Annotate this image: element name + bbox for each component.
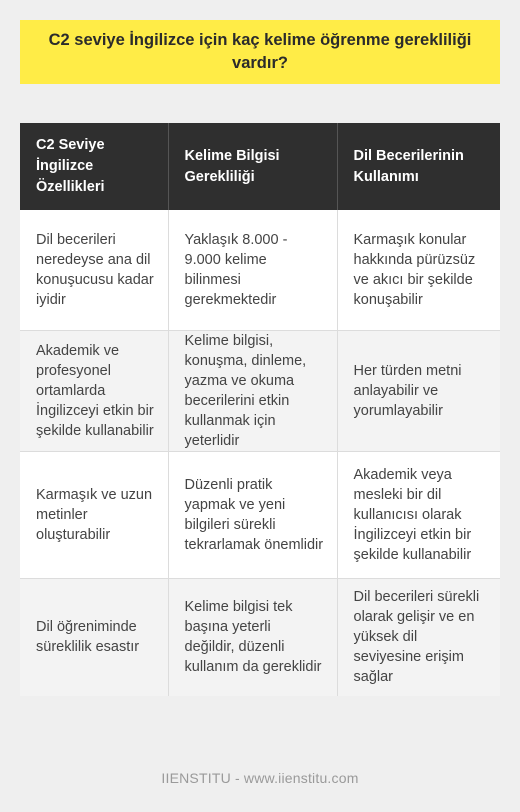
site-footer: IIENSTITU - www.iienstitu.com	[161, 770, 359, 786]
table-cell-vocabulary: Kelime bilgisi, konuşma, dinleme, yazma ve okuma becerilerini etkin kullanmak için yeterlidir	[168, 330, 337, 451]
table-row	[20, 330, 500, 451]
table-cell-features: Karmaşık ve uzun metinler oluşturabilir	[20, 451, 168, 578]
table-cell-vocabulary: Düzenli pratik yapmak ve yeni bilgileri sürekli tekrarlamak önemlidir	[168, 451, 337, 578]
table-cell-features: Dil öğreniminde süreklilik esastır	[20, 578, 168, 696]
column-header-features: C2 Seviye İngilizce Özellikleri	[20, 123, 168, 210]
table-cell-skills: Her türden metni anlayabilir ve yorumlayabilir	[337, 330, 500, 451]
c2-vocabulary-table	[20, 123, 500, 696]
table-row	[20, 578, 500, 696]
table-cell-skills: Dil becerileri sürekli olarak gelişir ve en yüksek dil seviyesine erişim sağlar	[337, 578, 500, 696]
table-header-row	[20, 123, 500, 210]
table-row	[20, 451, 500, 578]
table-cell-skills: Akademik veya mesleki bir dil kullanıcısı olarak İngilizceyi etkin bir şekilde kullanabilir	[337, 451, 500, 578]
table-cell-features: Akademik ve profesyonel ortamlarda İngilizceyi etkin bir şekilde kullanabilir	[20, 330, 168, 451]
table-row	[20, 210, 500, 330]
page-title: C2 seviye İngilizce için kaç kelime öğrenme gerekliliği vardır?	[20, 20, 500, 84]
column-header-skills: Dil Becerilerinin Kullanımı	[337, 123, 500, 210]
table-cell-features: Dil becerileri neredeyse ana dil konuşucusu kadar iyidir	[20, 210, 168, 330]
table-cell-skills: Karmaşık konular hakkında pürüzsüz ve akıcı bir şekilde konuşabilir	[337, 210, 500, 330]
table-cell-vocabulary: Kelime bilgisi tek başına yeterli değildir, düzenli kullanım da gereklidir	[168, 578, 337, 696]
column-header-vocabulary: Kelime Bilgisi Gerekliliği	[168, 123, 337, 210]
table-cell-vocabulary: Yaklaşık 8.000 - 9.000 kelime bilinmesi gerekmektedir	[168, 210, 337, 330]
